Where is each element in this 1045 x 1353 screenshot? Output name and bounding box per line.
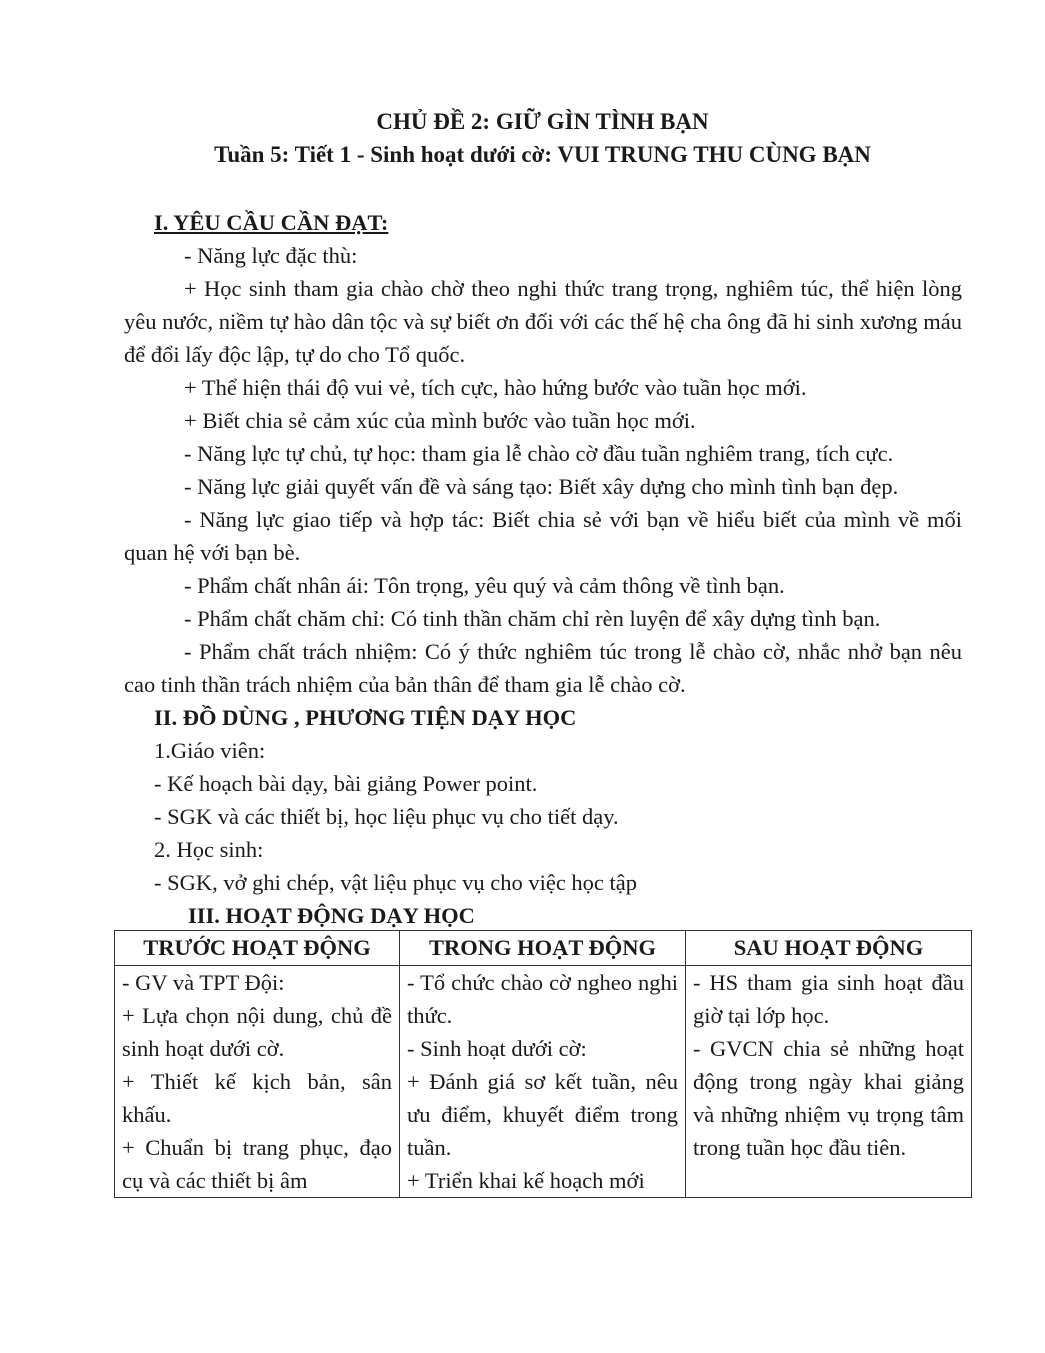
during-item: + Đánh giá sơ kết tuần, nêu ưu điểm, khuyết điểm trong tuần. — [407, 1069, 678, 1160]
before-item: + Chuẩn bị trang phục, đạo cụ và các thiết bị âm — [122, 1135, 392, 1193]
objective-paragraph-8: - Phẩm chất chăm chỉ: Có tinh thần chăm chỉ rèn luyện để xây dựng tình bạn. — [184, 606, 881, 631]
section2-heading: II. ĐỒ DÙNG , PHƯƠNG TIỆN DẠY HỌC — [154, 705, 577, 730]
objective-paragraph-1: + Học sinh tham gia chào chờ theo nghi thức trang trọng, nghiêm túc, thể hiện lòng yêu nước, niềm tự hào dân tộc và sự biết ơn đối với các thế hệ cha ông đã hi sinh xương máu để đổi lấy độc lập, tự do cho Tổ quốc. — [124, 276, 962, 367]
before-item: + Thiết kế kịch bản, sân khấu. — [122, 1069, 392, 1127]
objective-paragraph-5: - Năng lực giải quyết vấn đề và sáng tạo: Biết xây dựng cho mình tình bạn đẹp. — [184, 474, 899, 499]
activity-table — [114, 930, 972, 1198]
during-item: + Triển khai kế hoạch mới — [407, 1168, 645, 1193]
objective-paragraph-3: + Biết chia sẻ cảm xúc của mình bước vào tuần học mới. — [184, 408, 696, 433]
lesson-title: Tuần 5: Tiết 1 - Sinh hoạt dưới cờ: VUI TRUNG THU CÙNG BẠN — [214, 142, 871, 167]
objective-paragraph-4: - Năng lực tự chủ, tự học: tham gia lễ chào cờ đầu tuần nghiêm trang, tích cực. — [184, 441, 894, 466]
table-header-row — [115, 931, 972, 966]
specific-competence: - Năng lực đặc thù: — [184, 243, 358, 268]
before-activity-cell — [115, 966, 400, 1198]
objective-paragraph-6: - Năng lực giao tiếp và hợp tác: Biết chia sẻ với bạn về hiểu biết của mình về mối quan hệ với bạn bè. — [124, 507, 962, 565]
student-item-1: - SGK, vở ghi chép, vật liệu phục vụ cho việc học tập — [154, 870, 638, 895]
objective-paragraph-7: - Phẩm chất nhân ái: Tôn trọng, yêu quý và cảm thông về tình bạn. — [184, 573, 785, 598]
teacher-label: 1.Giáo viên: — [154, 738, 266, 763]
during-activity-cell — [400, 966, 686, 1198]
before-item: - GV và TPT Đội: — [122, 970, 285, 995]
after-item: - HS tham gia sinh hoạt đầu giờ tại lớp học. — [693, 970, 964, 1028]
column-header-after: SAU HOẠT ĐỘNG — [686, 931, 972, 966]
objective-paragraph-2: + Thể hiện thái độ vui vẻ, tích cực, hào hứng bước vào tuần học mới. — [184, 375, 807, 400]
student-label: 2. Học sinh: — [154, 837, 264, 862]
topic-title: CHỦ ĐỀ 2: GIỮ GÌN TÌNH BẠN — [376, 109, 709, 134]
before-item: + Lựa chọn nội dung, chủ đề sinh hoạt dưới cờ. — [122, 1003, 392, 1061]
objective-paragraph-9: - Phẩm chất trách nhiệm: Có ý thức nghiêm túc trong lễ chào cờ, nhắc nhở bạn nêu cao tinh thần trách nhiệm của bản thân để tham gia lễ chào cờ. — [124, 639, 962, 697]
during-item: - Tổ chức chào cờ ngheo nghi thức. — [407, 970, 678, 1028]
after-activity-cell — [686, 966, 972, 1198]
table-row — [115, 966, 972, 1198]
after-item: - GVCN chia sẻ những hoạt động trong ngày khai giảng và những nhiệm vụ trọng tâm trong tuần học đầu tiên. — [693, 1036, 964, 1160]
column-header-during: TRONG HOẠT ĐỘNG — [400, 931, 686, 966]
section1-heading: I. YÊU CẦU CẦN ĐẠT: — [154, 210, 389, 235]
section3-heading: III. HOẠT ĐỘNG DẠY HỌC — [188, 903, 475, 928]
column-header-before: TRƯỚC HOẠT ĐỘNG — [115, 931, 400, 966]
teacher-item-2: - SGK và các thiết bị, học liệu phục vụ cho tiết dạy. — [154, 804, 619, 829]
teacher-item-1: - Kế hoạch bài dạy, bài giảng Power point. — [154, 771, 538, 796]
during-item: - Sinh hoạt dưới cờ: — [407, 1036, 587, 1061]
